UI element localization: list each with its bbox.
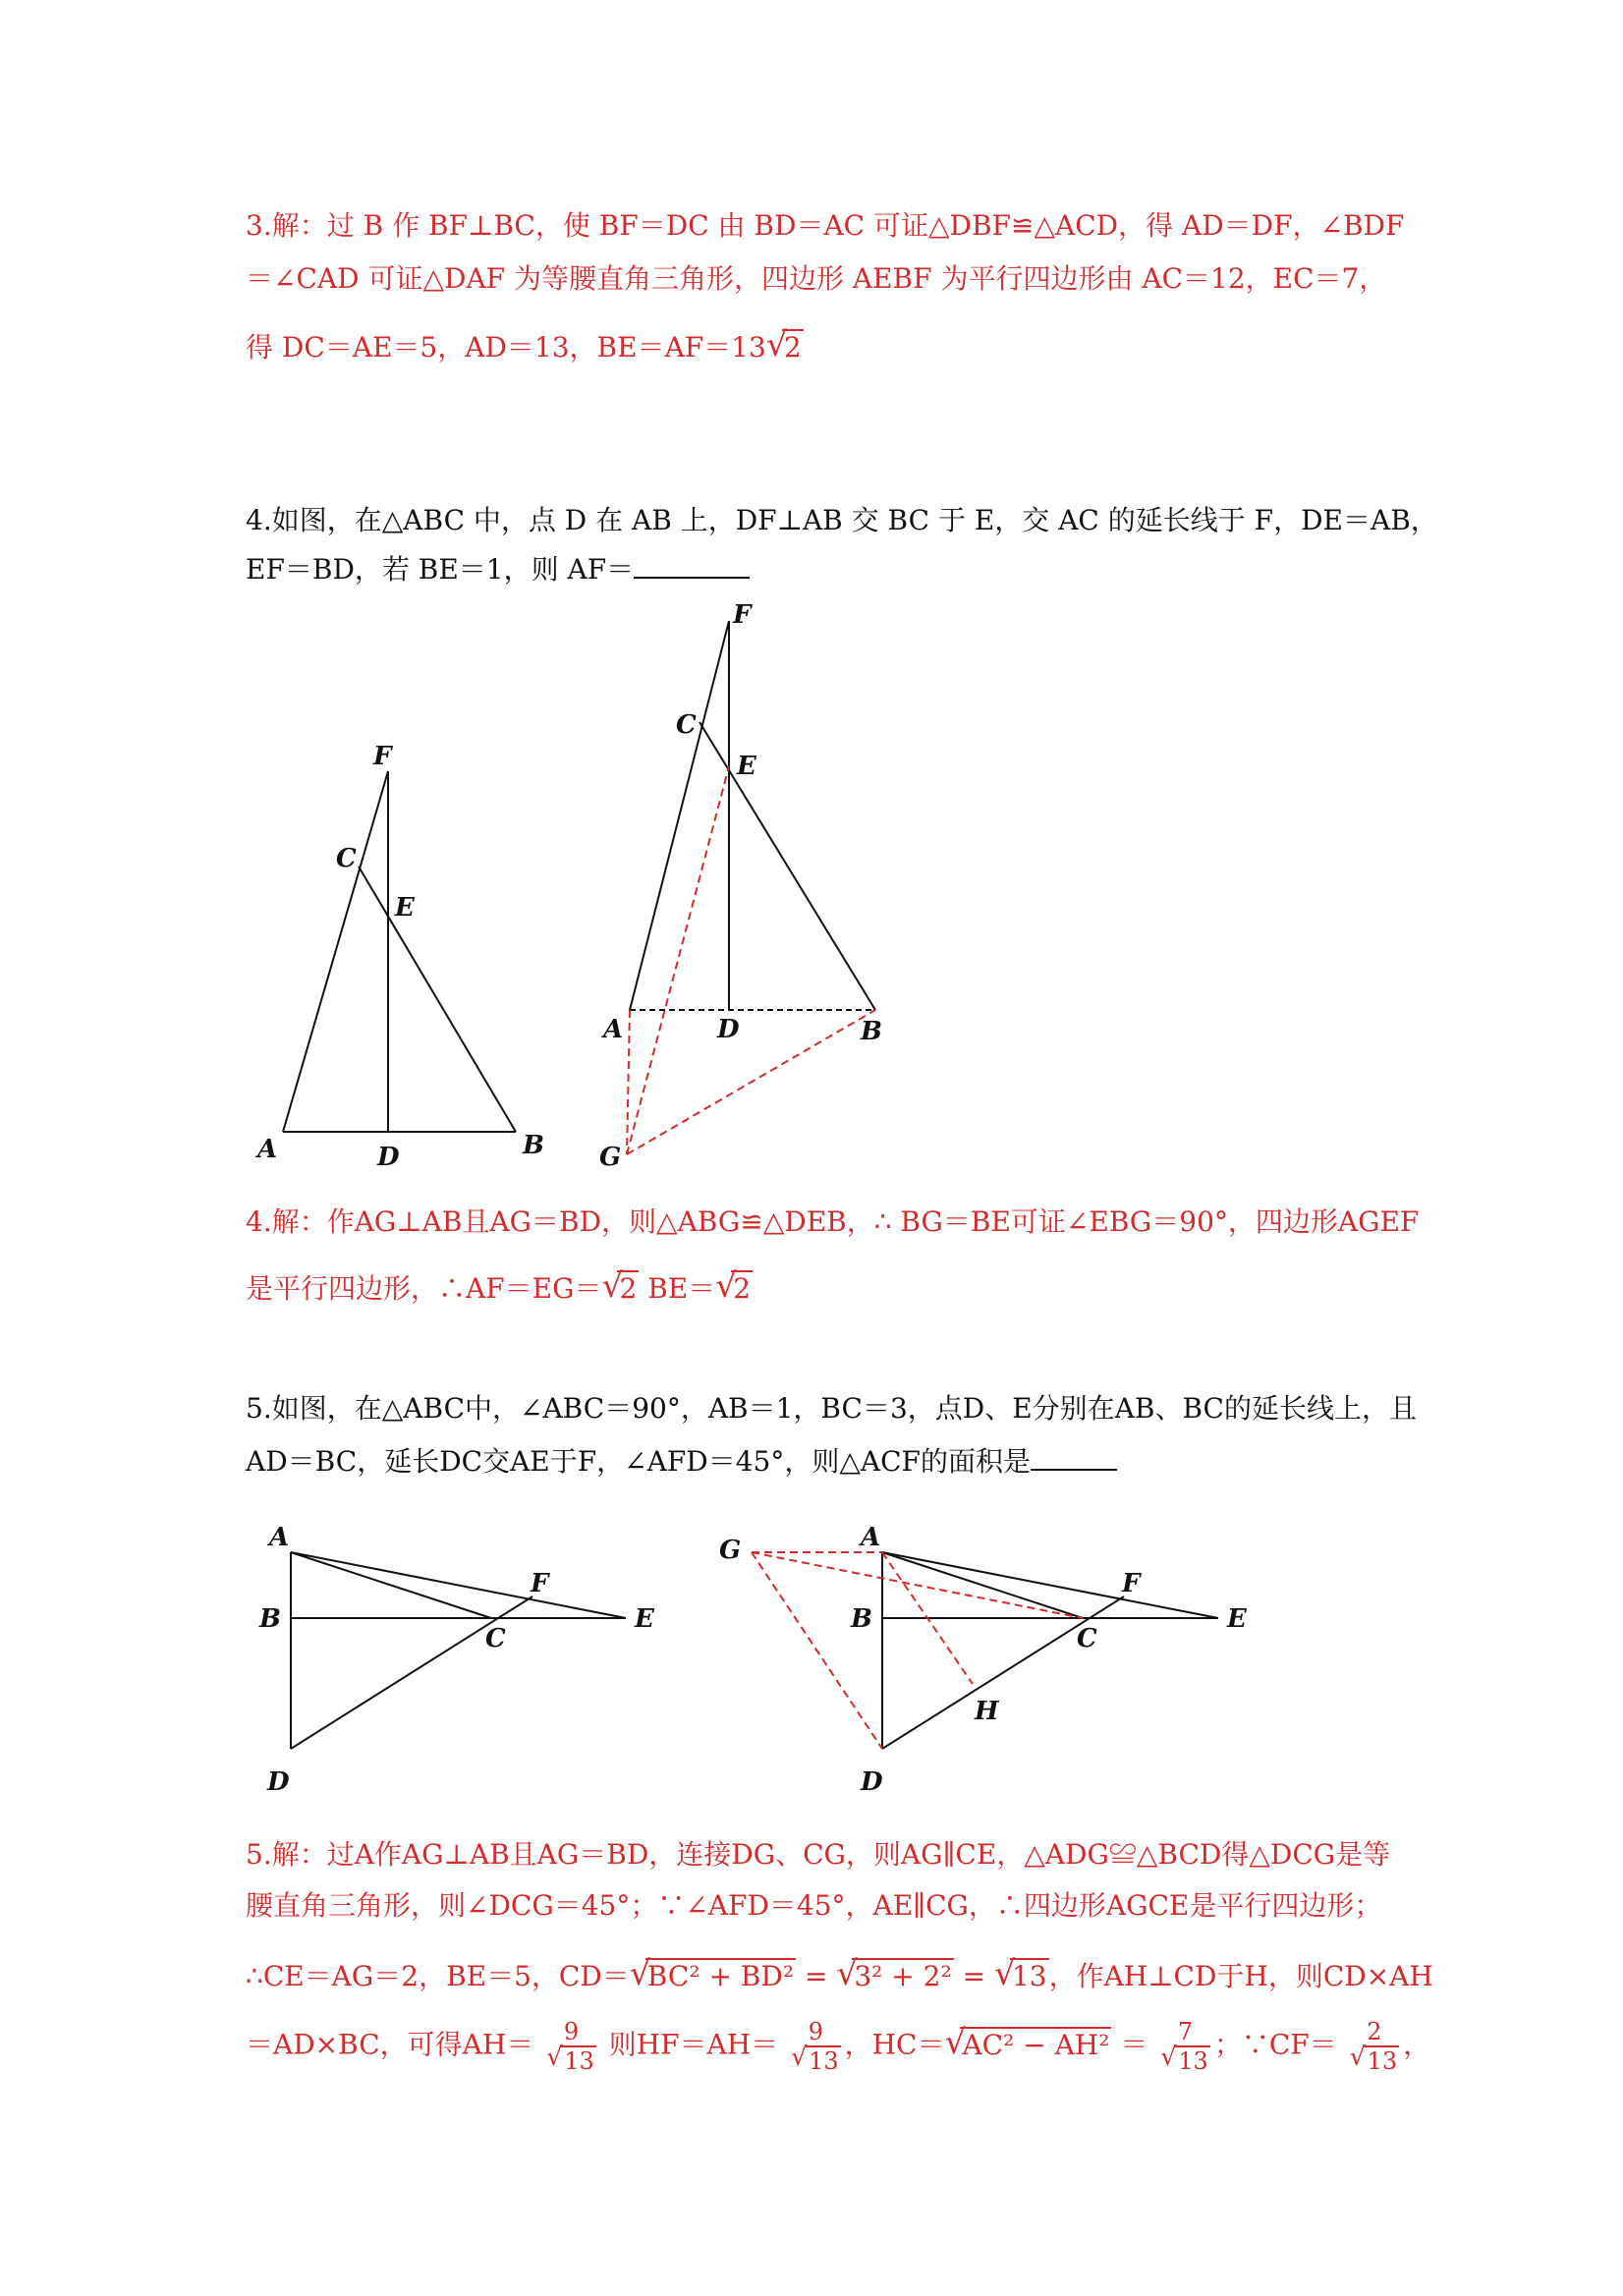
denominator: 13 [1367,2047,1398,2075]
answer-blank[interactable] [1031,1447,1117,1471]
label-H: H [975,1697,999,1726]
question-5-text: AD＝BC，延长DC交AE于F，∠AFD＝45°，则△ACF的面积是 [246,1445,1031,1478]
label-B: B [259,1604,281,1634]
label-D: D [377,1143,400,1172]
label-E: E [395,893,415,923]
numerator: 7 [1174,2018,1197,2047]
label-A: A [603,1015,624,1044]
label-E: E [635,1604,654,1634]
label-D: D [861,1767,883,1797]
label-D: D [717,1015,740,1044]
label-C: C [485,1624,506,1653]
sqrt-symbol: √ 2 [601,1266,638,1306]
sqrt-symbol: √ 13 [1160,2043,1208,2075]
solution-3-line-2: ＝∠CAD 可证△DAF 为等腰直角三角形，四边形 AEBF 为平行四边形由 AC＝12，EC＝7， [246,262,1387,295]
figure-4-right [589,599,904,1179]
sqrt-value: 2 [783,331,802,364]
equals: = [953,1960,994,1992]
sqrt-symbol: √ 3² + 2² [836,1954,952,1993]
label-A: A [861,1523,881,1552]
fraction [546,2018,596,2075]
label-E: E [737,752,756,781]
solution-5-text: ＝ [1111,2028,1148,2061]
solution-3-text: 得 DC＝AE＝5，AD＝13，BE＝AF＝13 [246,331,766,364]
solution-4-text-c: BE＝ [639,1272,716,1305]
solution-5-text: ， [1403,2028,1431,2061]
label-D: D [267,1767,290,1797]
sqrt-symbol: √ 2 [715,1266,752,1306]
sqrt-symbol: √ 13 [1349,2043,1398,2075]
sqrt-symbol: √ 2 [765,325,802,364]
numerator: 9 [560,2018,583,2047]
solution-4-text-a: 是平行四边形，∴AF＝EG＝ [246,1272,602,1305]
solution-5-text: ，HC＝ [844,2028,945,2061]
sqrt-value: AC² − AH² [962,2028,1110,2061]
segment-CB [700,722,875,1010]
denominator: 13 [809,2047,839,2075]
numerator: 2 [1363,2018,1385,2047]
solution-5-text-b: ，作AH⊥CD于H，则CD×AH [1048,1960,1433,1992]
sqrt-symbol: √ 13 [791,2043,839,2075]
segment-AG [627,1010,630,1154]
equals: = [796,1960,837,1992]
segment-GD [752,1552,882,1749]
sqrt-value: 13 [1011,1960,1047,1992]
solution-5-text: ＝AD×BC，可得AH＝ [246,2028,534,2061]
label-B: B [523,1131,544,1160]
label-G: G [599,1143,622,1172]
label-C: C [336,844,357,873]
segment-DF [882,1596,1124,1749]
fraction [1350,2018,1400,2075]
answer-blank[interactable] [634,555,750,579]
solution-3-line-3 [246,326,804,365]
fraction [1160,2018,1210,2075]
question-5-line-2 [246,1440,1117,1480]
label-C: C [1077,1624,1097,1653]
sqrt-value: 2 [733,1272,752,1305]
solution-3-line-1: 3.解：过 B 作 BF⊥BC，使 BF＝DC 由 BD＝AC 可证△DBF≌△ACD，得 AD＝DF，∠BDF [246,209,1405,242]
sqrt-symbol: √ 13 [546,2043,594,2075]
label-F: F [733,600,752,630]
solution-5-line-1: 5.解：过A作AG⊥AB且AG＝BD，连接DG、CG，则AG∥CE，△ADG≌△BCD得△DCG是等 [246,1838,1391,1871]
segment-CB [359,867,516,1132]
figure-4-left [236,727,570,1179]
label-F: F [531,1569,549,1598]
sqrt-value: 3² + 2² [854,1960,952,1992]
denominator: 13 [1178,2047,1208,2075]
sqrt-symbol: √ BC² + BD² [629,1954,795,1993]
solution-4-line-2 [246,1267,753,1307]
solution-5-line-3 [246,1955,1433,1994]
sqrt-value: 2 [619,1272,638,1305]
sqrt-symbol: √ 13 [993,1954,1047,1993]
numerator: 9 [805,2018,827,2047]
label-B: B [861,1017,882,1046]
fraction [791,2018,841,2075]
denominator: 13 [564,2047,594,2075]
label-C: C [676,710,697,740]
segment-AF [283,771,388,1132]
label-F: F [1122,1569,1141,1598]
question-5-line-1: 5.如图，在△ABC中，∠ABC＝90°，AB＝1，BC＝3，点D、E分别在AB、BC的延长线上，且 [246,1392,1417,1425]
solution-5-text: ；∵CF＝ [1213,2028,1337,2061]
segment-GC [752,1552,1083,1618]
segment-GB [627,1010,875,1154]
label-F: F [373,742,392,771]
label-G: G [719,1536,742,1565]
solution-5-line-2: 腰直角三角形，则∠DCG＝45°；∵∠AFD＝45°，AE∥CG，∴四边形AGCE是平行四边形； [246,1889,1382,1922]
solution-5-text: 则HF＝AH＝ [608,2028,779,2061]
solution-5-text-a: ∴CE＝AG＝2，BE＝5，CD＝ [246,1960,630,1992]
solution-5-line-4 [246,2018,1430,2075]
sqrt-value: BC² + BD² [646,1960,795,1992]
question-4-text: EF＝BD，若 BE＝1，则 AF＝ [246,553,635,586]
question-4-line-1: 4.如图，在△ABC 中，点 D 在 AB 上，DF⊥AB 交 BC 于 E，交 AC 的延长线于 F，DE＝AB， [246,504,1438,536]
segment-DF [291,1596,532,1749]
label-A: A [269,1523,290,1552]
label-A: A [257,1135,278,1164]
solution-4-line-1: 4.解：作AG⊥AB且AG＝BD，则△ABG≌△DEB，∴ BG＝BE可证∠EBG＝90°，四边形AGEF [246,1205,1420,1238]
label-B: B [851,1604,872,1634]
figure-5-right [707,1513,1267,1798]
sqrt-symbol: √ AC² − AH² [944,2022,1110,2062]
label-E: E [1227,1604,1247,1634]
question-4-line-2 [246,548,750,588]
figure-5-left [246,1513,678,1798]
